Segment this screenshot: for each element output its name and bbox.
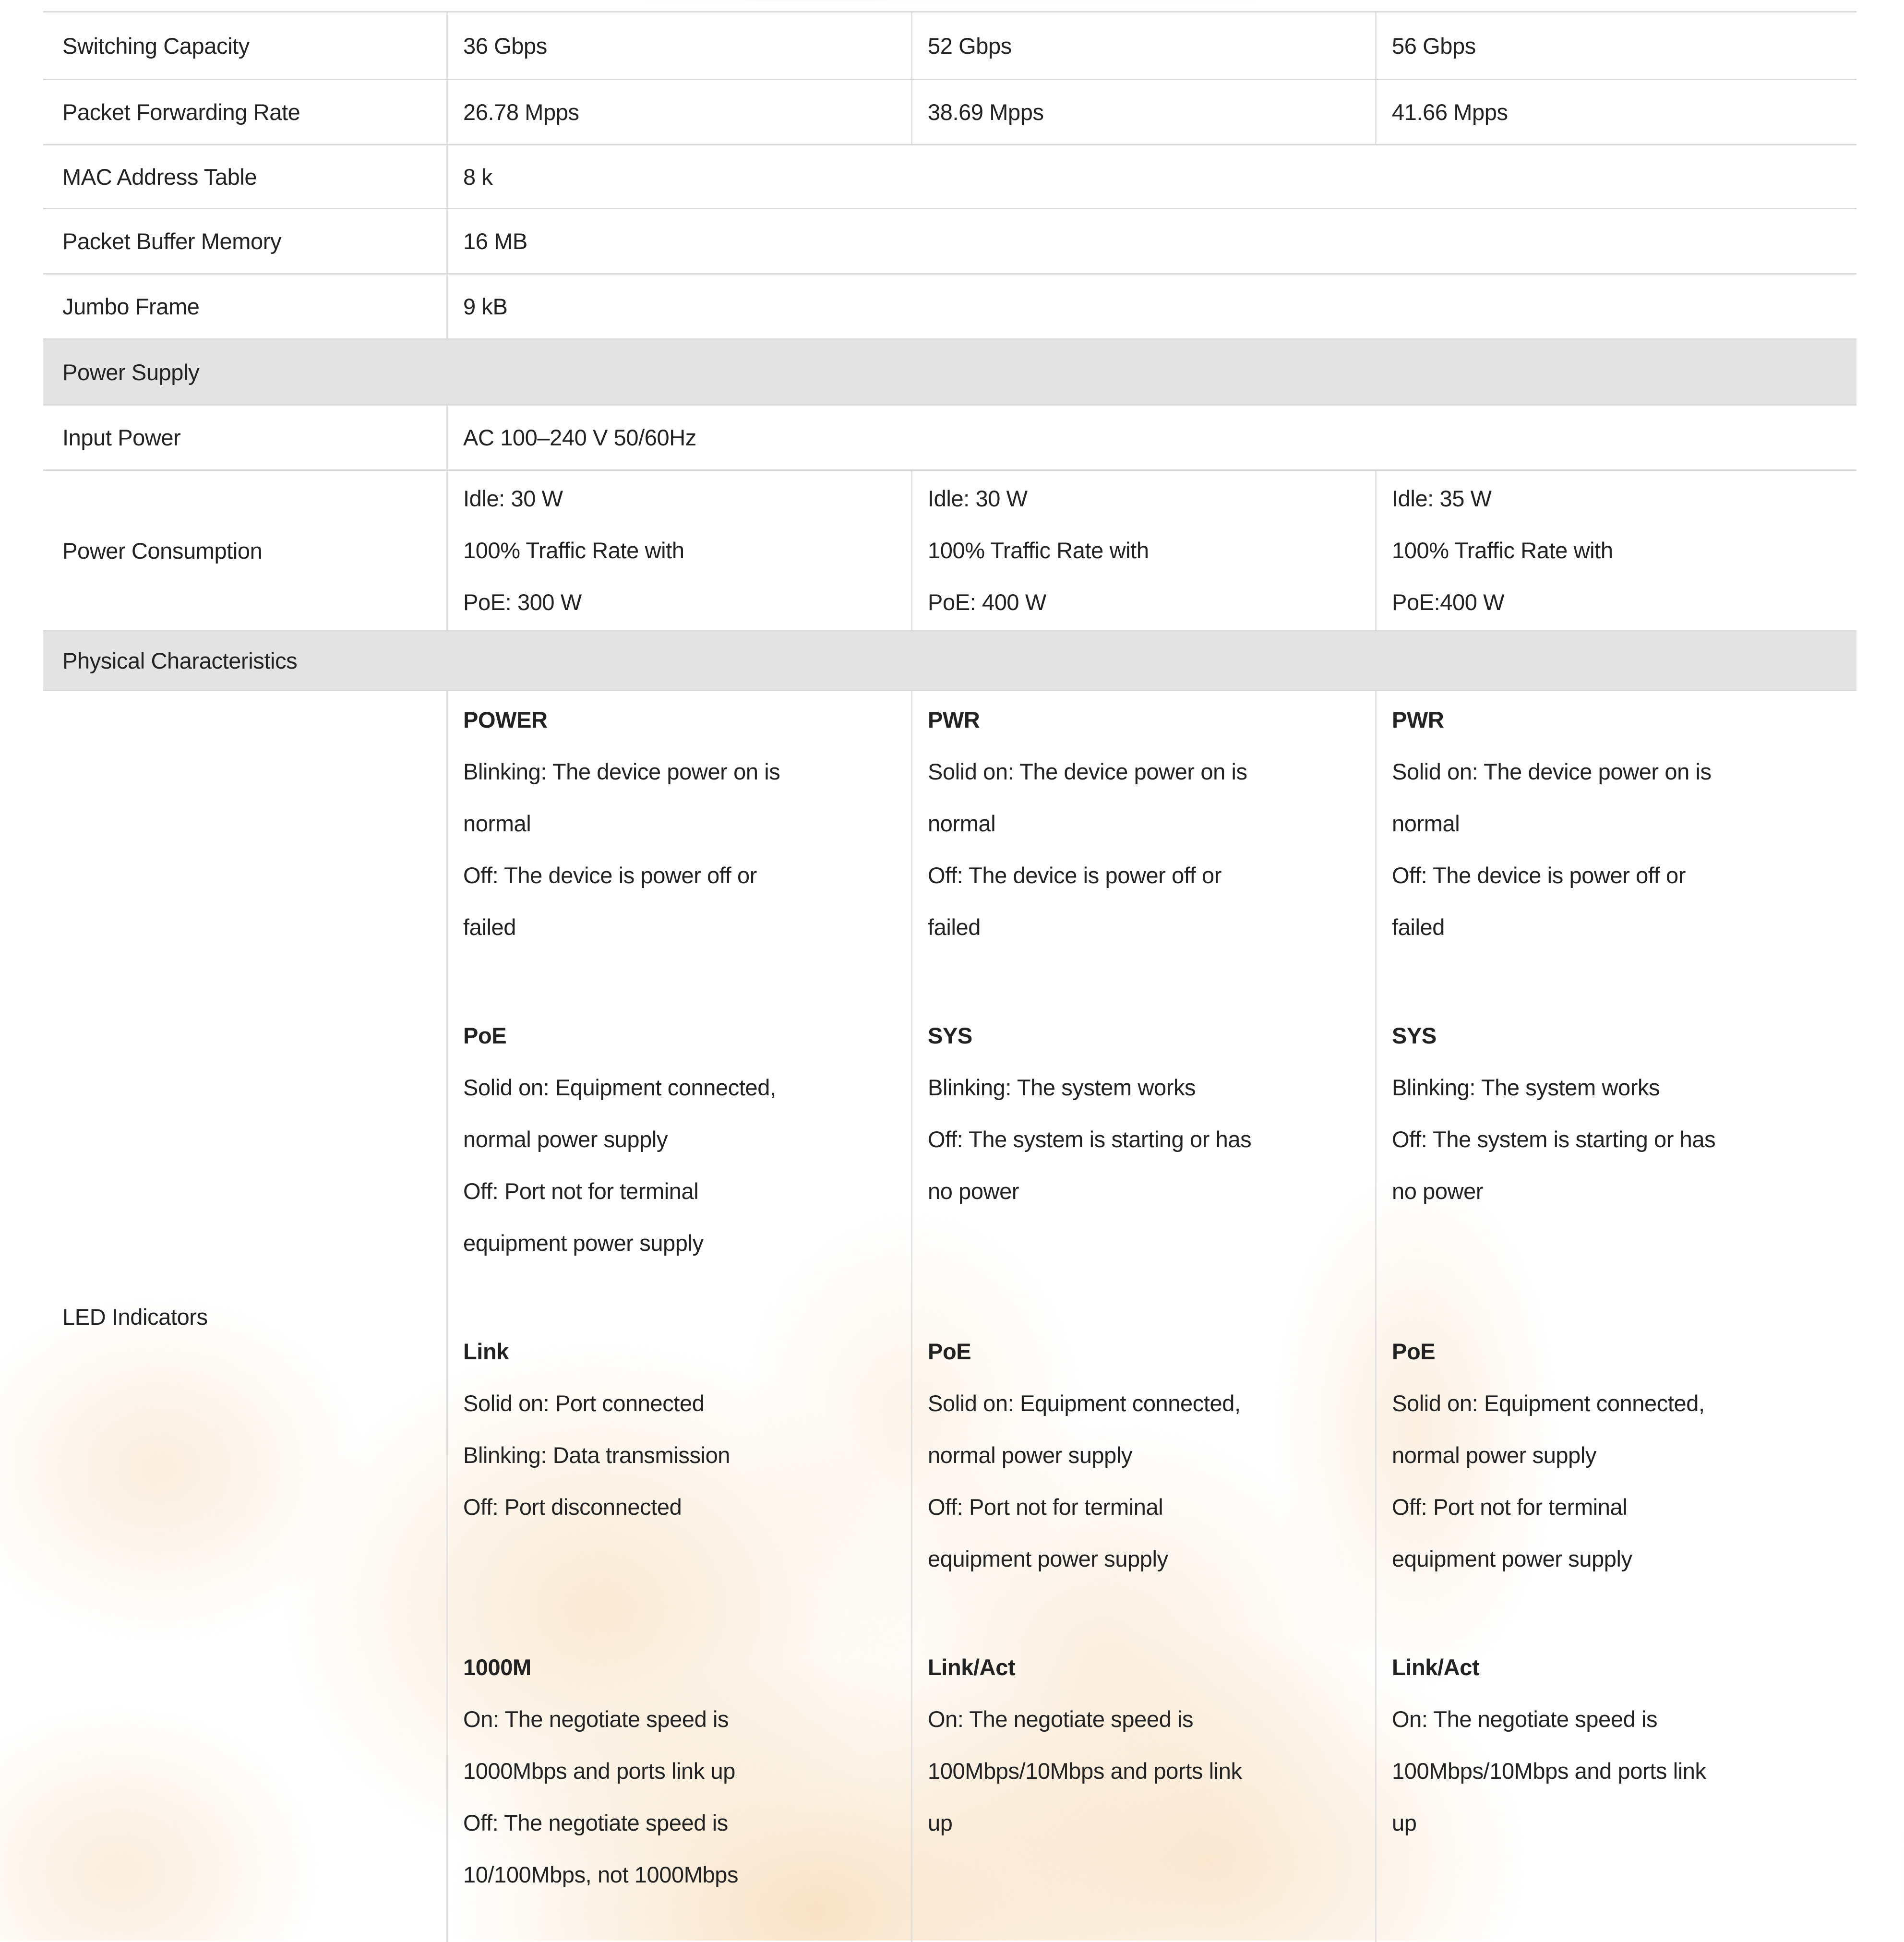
text-line: equipment power supply xyxy=(1392,1546,1632,1571)
text-line: 100% Traffic Rate with xyxy=(463,538,684,563)
led-block-power xyxy=(463,694,899,1010)
spec-value-span: 16 MB xyxy=(446,209,1856,273)
text-line: Idle: 30 W xyxy=(463,486,563,511)
text-line: 100% Traffic Rate with xyxy=(1392,538,1613,563)
spec-value-col1: 36 Gbps xyxy=(446,12,911,79)
text-line: 100Mbps/10Mbps and ports link xyxy=(928,1758,1242,1784)
led-block-lines xyxy=(1392,1378,1845,1585)
spec-value-span: AC 100–240 V 50/60Hz xyxy=(446,406,1856,469)
led-block-title: PWR xyxy=(928,707,980,732)
text-line: Solid on: The device power on is xyxy=(1392,759,1712,784)
row-label: Packet Buffer Memory xyxy=(62,228,282,254)
text-line: Off: Port not for terminal xyxy=(1392,1494,1628,1520)
led-block-title: SYS xyxy=(928,1023,972,1048)
text-line: Off: The device is power off or xyxy=(928,863,1221,888)
table-row-input-power xyxy=(43,404,1856,469)
table-row-led-indicators xyxy=(43,690,1856,1942)
spec-value-span: 9 kB xyxy=(446,275,1856,338)
spec-value-col2 xyxy=(911,471,1375,630)
led-block-lines xyxy=(463,1378,899,1533)
led-block-pwr xyxy=(1392,694,1845,1010)
row-label: Jumbo Frame xyxy=(62,294,200,319)
led-block-poe xyxy=(1392,1326,1845,1642)
led-block-title: PWR xyxy=(1392,707,1444,732)
text-line: Off: The negotiate speed is xyxy=(463,1810,728,1835)
text-line: PoE: 400 W xyxy=(928,589,1046,615)
led-block-poe xyxy=(928,1326,1364,1642)
led-block-poe xyxy=(463,1010,899,1326)
led-block-pwr xyxy=(928,694,1364,1010)
led-block-title: POWER xyxy=(463,707,548,732)
led-block-title: Link/Act xyxy=(928,1654,1016,1680)
led-block-title: PoE xyxy=(928,1339,971,1364)
text-line: 1000Mbps and ports link up xyxy=(463,1758,736,1784)
text-line: up xyxy=(928,1810,953,1835)
text-line: Solid on: The device power on is xyxy=(928,759,1247,784)
table-row-jumbo-frame xyxy=(43,273,1856,338)
text-line: On: The negotiate speed is xyxy=(463,1706,729,1732)
text-line: normal power supply xyxy=(1392,1442,1597,1468)
led-block-title: PoE xyxy=(463,1023,507,1048)
led-block-lines xyxy=(463,1693,899,1901)
row-label: MAC Address Table xyxy=(62,164,257,190)
text-line: PoE:400 W xyxy=(1392,589,1505,615)
section-title: Power Supply xyxy=(62,359,200,385)
led-column-1 xyxy=(446,691,911,1942)
text-line: Off: Port not for terminal xyxy=(928,1494,1163,1520)
led-block-lines xyxy=(1392,746,1845,953)
led-block-lines xyxy=(928,746,1364,953)
text-line: Blinking: Data transmission xyxy=(463,1442,730,1468)
spec-value-col2: 52 Gbps xyxy=(911,12,1375,79)
led-block-1000m xyxy=(463,1642,899,1942)
led-block-lines xyxy=(1392,1693,1845,1849)
spec-value-col2: 38.69 Mpps xyxy=(911,80,1375,144)
table-row-packet-forwarding-rate xyxy=(43,79,1856,144)
section-header-physical-characteristics xyxy=(43,630,1856,690)
led-block-lines xyxy=(928,1378,1364,1585)
row-label: LED Indicators xyxy=(62,1304,208,1330)
row-label: Power Consumption xyxy=(62,538,263,563)
table-row-packet-buffer-memory xyxy=(43,208,1856,273)
text-line: Blinking: The device power on is xyxy=(463,759,780,784)
text-line: no power xyxy=(1392,1178,1484,1204)
text-line: normal xyxy=(928,811,996,836)
text-line: Off: The system is starting or has xyxy=(1392,1127,1716,1152)
section-header-power-supply xyxy=(43,338,1856,404)
text-line: On: The negotiate speed is xyxy=(1392,1706,1658,1732)
spec-value-col1: 26.78 Mpps xyxy=(446,80,911,144)
table-row-switching-capacity xyxy=(43,12,1856,79)
row-label: Input Power xyxy=(62,425,181,450)
text-line: equipment power supply xyxy=(463,1230,704,1256)
text-line: normal power supply xyxy=(928,1442,1133,1468)
led-block-sys xyxy=(1392,1010,1845,1326)
text-line: Blinking: The system works xyxy=(928,1075,1196,1100)
text-line: Off: Port not for terminal xyxy=(463,1178,699,1204)
text-line: Off: The system is starting or has xyxy=(928,1127,1252,1152)
spec-value-col3: 41.66 Mpps xyxy=(1375,80,1856,144)
text-line: Off: The device is power off or xyxy=(1392,863,1686,888)
led-column-2 xyxy=(911,691,1375,1942)
text-line: failed xyxy=(928,914,981,940)
text-line: 100Mbps/10Mbps and ports link xyxy=(1392,1758,1706,1784)
text-line: Solid on: Equipment connected, xyxy=(463,1075,776,1100)
led-column-3 xyxy=(1375,691,1856,1942)
led-block-title: Link xyxy=(463,1339,509,1364)
led-block-title: 1000M xyxy=(463,1654,531,1680)
table-row-mac-address-table xyxy=(43,144,1856,208)
text-line: Off: Port disconnected xyxy=(463,1494,682,1520)
led-block-link-act xyxy=(1392,1642,1845,1942)
text-line: equipment power supply xyxy=(928,1546,1168,1571)
led-block-title: Link/Act xyxy=(1392,1654,1480,1680)
text-line: normal power supply xyxy=(463,1127,668,1152)
led-block-lines xyxy=(463,746,899,953)
text-line: normal xyxy=(1392,811,1460,836)
led-block-lines xyxy=(928,1062,1364,1217)
text-line: On: The negotiate speed is xyxy=(928,1706,1194,1732)
text-line: 10/100Mbps, not 1000Mbps xyxy=(463,1862,739,1887)
row-label: Packet Forwarding Rate xyxy=(62,99,300,125)
text-line: Solid on: Equipment connected, xyxy=(1392,1391,1705,1416)
product-spec-table xyxy=(43,11,1856,1942)
led-block-lines xyxy=(928,1693,1364,1849)
text-line: Idle: 30 W xyxy=(928,486,1028,511)
text-line: Idle: 35 W xyxy=(1392,486,1492,511)
led-block-title: PoE xyxy=(1392,1339,1436,1364)
text-line: no power xyxy=(928,1178,1019,1204)
section-title: Physical Characteristics xyxy=(62,648,298,673)
text-line: PoE: 300 W xyxy=(463,589,582,615)
led-block-lines xyxy=(463,1062,899,1269)
spec-value-col1 xyxy=(446,471,911,630)
led-block-sys xyxy=(928,1010,1364,1326)
row-label: Switching Capacity xyxy=(62,33,250,59)
text-line: 100% Traffic Rate with xyxy=(928,538,1149,563)
spec-value-span: 8 k xyxy=(446,145,1856,208)
led-block-lines xyxy=(1392,1062,1845,1217)
text-line: up xyxy=(1392,1810,1417,1835)
text-line: Blinking: The system works xyxy=(1392,1075,1660,1100)
text-line: normal xyxy=(463,811,531,836)
spec-value-col3 xyxy=(1375,471,1856,630)
text-line: failed xyxy=(463,914,516,940)
led-block-link-act xyxy=(928,1642,1364,1942)
text-line: Solid on: Equipment connected, xyxy=(928,1391,1241,1416)
spec-value-col3: 56 Gbps xyxy=(1375,12,1856,79)
led-block-link xyxy=(463,1326,899,1642)
led-block-title: SYS xyxy=(1392,1023,1437,1048)
table-row-power-consumption xyxy=(43,469,1856,630)
text-line: failed xyxy=(1392,914,1445,940)
text-line: Solid on: Port connected xyxy=(463,1391,705,1416)
text-line: Off: The device is power off or xyxy=(463,863,757,888)
